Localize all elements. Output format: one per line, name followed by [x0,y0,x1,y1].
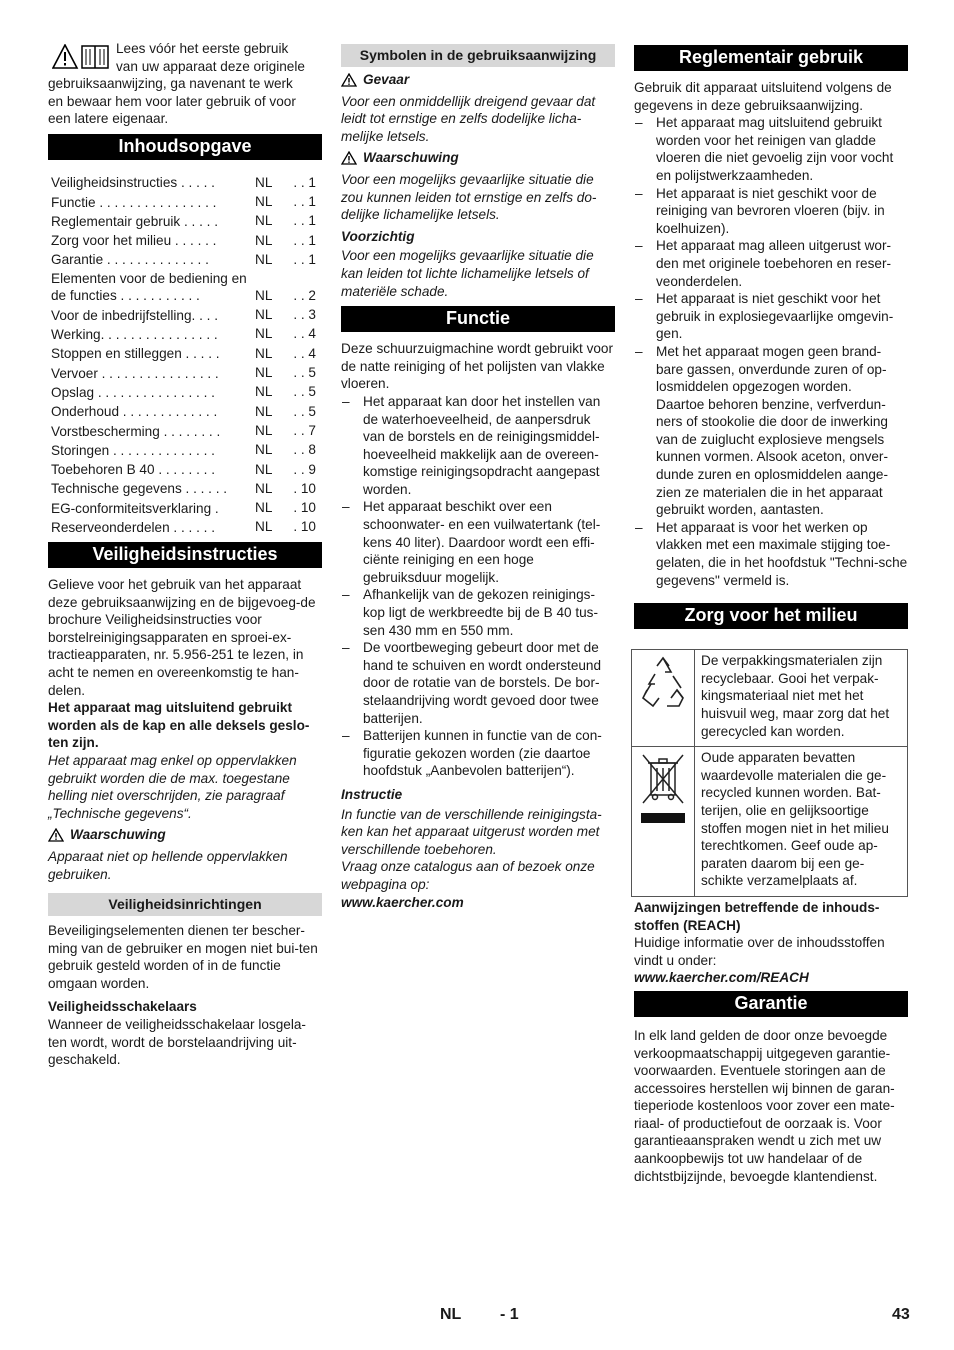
toc-language: NL [255,232,273,248]
usage-list-2 [634,519,908,589]
usage-extra: Daartoe behoren benzine, verfverdun-ners of stookolie die door de inwerking van de zuiglucht explosieve mengsels kunnen vormen. Alsook aceton, onver-dunde zuren en oplosmiddelen aange-zien ze materialen die in het apparaat gebruikt worden, aantasten. [656,396,889,518]
column-left [48,40,322,1069]
toc-title: Functie . . . . . . . . . . . . . . . . [51,194,217,210]
column-right [634,40,908,1185]
toc-row[interactable] [48,343,322,362]
toc-language: NL [255,384,273,400]
toc-title: Zorg voor het milieu . . . . . . [51,233,217,249]
intro-line-5: een latere eigenaar. [48,111,169,127]
toc-row[interactable] [48,324,322,343]
toc-page-number: . . 1 [293,174,316,190]
toc-title: Elementen voor de bediening en de functies . . . . . . . . . . . [51,271,247,304]
toc-title: EG-conformiteitsverklaring . [51,500,219,516]
danger-text: Voor een onmiddellijk dreigend gevaar dat leidt tot ernstige en zelfs dodelijke licha-melijke letsels. [341,93,596,144]
safety-warning-label: Waarschuwing [70,827,166,843]
warranty-text: In elk land gelden de door onze bevoegde verkoopmaatschappij uitgegeven garantie-voorwaarden. Eventuele storingen aan de accessoires herstellen wij binnen de garan-tieperiode kostenloos voor zover een mate-riaal- of productiefout de oorzaak is. Voor garantieaanspraken wendt u zich met uw aankoopbewijs tot uw handelaar of de dichtstbijzijnde, bevoegde klantendienst. [634,1027,895,1184]
list-item: – Afhankelijk van de gekozen reinigings-kop ligt de werkbreedte bij de B 40 tus-sen 430 mm en 550 mm. [341,586,615,639]
toc-title: Voor de inbedrijfstelling. . . . [51,307,218,323]
intro-line-3: gebruiksaanwijzing, ga navenant te werk [48,76,293,92]
table-of-contents [48,172,322,536]
warning-triangle-icon [341,151,357,165]
environment-row-recycle [632,650,907,746]
toc-title: Toebehoren B 40 . . . . . . . . [51,462,215,478]
toc-row[interactable] [48,497,322,516]
toc-row[interactable] [48,440,322,459]
safety-switch-heading: Veiligheidsschakelaars [48,999,197,1015]
toc-title: Stoppen en stilleggen . . . . . [51,346,220,362]
crossed-bin-icon [637,751,689,831]
toc-row[interactable] [48,211,322,230]
toc-page-number: . . 1 [293,193,316,209]
list-item: – Het apparaat kan door het instellen van de waterhoeveelheid, de aanpersdruk van de borstels en de reinigingsmiddel-hoeveelheid makkelijk aan de overeen-komstige reinigingsopdracht aangepast worden. [341,393,615,499]
warning-triangle-icon [48,828,64,842]
symbols-heading: Symbolen in de gebruiksaanwijzing [341,44,615,67]
danger-triangle-icon [341,73,357,87]
function-heading: Functie [341,306,615,332]
toc-language: NL [255,307,273,323]
toc-page-number: . . 3 [293,307,316,323]
toc-title: Reserveonderdelen . . . . . . [51,520,215,536]
list-item: – Het apparaat beschikt over een schoonwater- en een vuilwatertank (tel-kens 40 liter). Daardoor wordt een effi-ciënte reiniging en een hoge gebruiksduur mogelijk. [341,498,615,586]
list-item: – Batterijen kunnen in functie van de con-figuratie gekozen worden (zie daartoe hoofdstuk „Aanbevolen batterijen“). [341,727,615,780]
toc-language: NL [255,442,273,458]
recycle-text: De verpakkingsmaterialen zijn recyclebaar. Gooi het verpak-kingsmateriaal niet met het huisvuil weg, maar zorg dat het gerecycled kan worden. [701,653,890,739]
intro-notice [48,40,322,128]
safety-devices-heading: Veiligheidsinrichtingen [48,893,322,916]
instruction-text: In functie van de verschillende reinigingsta-ken kan het apparaat uitgerust worden met verschillende toebehoren. [341,806,602,857]
toc-language: NL [255,422,273,438]
caution-label: Voorzichtig [341,228,415,244]
danger-heading [341,71,615,89]
toc-page-number: . . 1 [293,213,316,229]
reach-text: Huidige informatie over de inhoudsstoffen vindt u onder: [634,935,885,968]
list-item: – Het apparaat is voor het werken op vlakken met een maximale stijging toe-gelaten, die in het hoofdstuk "Techni-sche gegevens" vermeld is. [634,519,908,589]
danger-label: Gevaar [363,72,410,87]
warning-and-manual-icons [52,44,110,70]
toc-row[interactable] [48,478,322,497]
toc-language: NL [255,519,273,535]
reach-heading: Aanwijzingen betreffende de inhouds-stoffen (REACH) [634,899,880,933]
toc-page-number: . . 5 [293,403,316,419]
toc-page-number: . . 4 [293,326,316,342]
list-item: – Met het apparaat mogen geen brand-bare gassen, onverdunde zuren of op-losmiddelen opgezogen worden. [634,343,908,396]
toc-page-number: . . 9 [293,461,316,477]
weee-text: Oude apparaten bevatten waardevolle materialen die ge-recycled kunnen worden. Bat-terijen, olie en gelijksoortige stoffen mogen niet in het milieu terechtkomen. Geef oude ap-paraten daarom bij een ge-schikte verzamelplaats af. [701,750,889,889]
toc-title: Onderhoud . . . . . . . . . . . . . [51,404,218,420]
toc-language: NL [255,193,273,209]
function-intro: Deze schuurzuigmachine wordt gebruikt voor de natte reiniging of het polijsten van vlakke vloeren. [341,341,614,392]
toc-language: NL [255,365,273,381]
environment-table [631,649,908,897]
toc-page-number: . 10 [293,519,316,535]
toc-row[interactable] [48,420,322,439]
safety-bold-note: Het apparaat mag uitsluitend gebruikt worden als de kap en alle deksels geslo-ten zijn. [48,700,310,751]
footer-language: NL [440,1306,462,1323]
toc-language: NL [255,500,273,516]
safety-devices-text: Beveiligingselementen dienen ter bescher-ming van de gebruiker en mogen niet bui-ten gebruik gesteld worden of in de functie omgaan worden. [48,923,318,991]
toc-title: Vervoer . . . . . . . . . . . . . . . . [51,365,219,381]
toc-title: Veiligheidsinstructies . . . . . [51,175,215,191]
toc-page-number: . . 1 [293,232,316,248]
toc-language: NL [255,461,273,477]
warranty-heading: Garantie [634,991,908,1017]
toc-language: NL [255,251,273,267]
toc-language: NL [255,345,273,361]
toc-page-number: . . 1 [293,251,316,267]
toc-page-number: . . 2 [293,287,316,303]
toc-language: NL [255,480,273,496]
toc-row[interactable] [48,459,322,478]
usage-intro: Gebruik dit apparaat uitsluitend volgens de gegevens in deze gebruiksaanwijzing. [634,80,892,113]
kaercher-url[interactable]: www.kaercher.com [341,894,464,910]
function-list [341,393,615,780]
usage-heading: Reglementair gebruik [634,45,908,71]
toc-page-number: . . 7 [293,422,316,438]
warning-label: Waarschuwing [363,150,459,166]
toc-title: Opslag . . . . . . . . . . . . . . . . [51,384,215,400]
toc-page-number: . 10 [293,500,316,516]
instruction-text-2: Vraag onze catalogus aan of bezoek onze webpagina op: [341,859,595,892]
safety-italic-note: Het apparaat mag enkel op oppervlakken gebruikt worden die de max. toegestane helling niet overschrijden, zie paragraaf „Technische gegevens“. [48,752,297,821]
toc-row[interactable] [48,401,322,420]
toc-page-number: . . 4 [293,345,316,361]
toc-row[interactable] [48,249,322,268]
toc-title: Garantie . . . . . . . . . . . . . . [51,252,209,268]
warning-text: Voor een mogelijks gevaarlijke situatie die zou kunnen leiden tot ernstige en zelfs do-delijke lichamelijke letsels. [341,171,597,223]
toc-row[interactable] [48,191,322,210]
intro-line-1: Lees vóór het eerste gebruik [116,41,289,56]
toc-row[interactable] [48,517,322,536]
caution-text: Voor een mogelijks gevaarlijke situatie die kan leiden tot lichte lichamelijke letsels of materiële schade. [341,248,594,299]
safety-warning-text: Apparaat niet op hellende oppervlakken gebruiken. [48,848,288,882]
intro-line-4: en bewaar hem voor later gebruik of voor [48,93,296,109]
safety-heading: Veiligheidsinstructies [48,542,322,568]
toc-title: Technische gegevens . . . . . . [51,481,228,497]
list-item: – De voortbeweging gebeurt door met de hand te schuiven en wordt ondersteund door de rotatie van de borstels. De bor-stelaandrijving wordt gevoed door twee batterijen. [341,639,615,727]
toc-title: Reglementair gebruik . . . . . [51,213,218,229]
toc-heading: Inhoudsopgave [48,134,322,160]
list-item: – Het apparaat mag alleen uitgerust wor-den met originele toebehoren en reser-veonderdelen. [634,237,908,290]
toc-page-number: . . 5 [293,365,316,381]
toc-language: NL [255,287,273,303]
toc-title: Storingen . . . . . . . . . . . . . . [51,442,215,458]
toc-page-number: . . 5 [293,384,316,400]
usage-list [634,114,908,396]
toc-row[interactable] [48,362,322,381]
toc-language: NL [255,403,273,419]
column-middle [341,40,615,911]
toc-row[interactable] [48,382,322,401]
safety-warning-heading [48,826,322,844]
toc-page-number: . 10 [293,480,316,496]
toc-title: Werking. . . . . . . . . . . . . . . . [51,327,218,343]
instruction-label: Instructie [341,786,403,802]
toc-title: Vorstbescherming . . . . . . . . [51,423,221,439]
toc-page-number: . . 8 [293,442,316,458]
toc-row[interactable] [48,304,322,323]
toc-row[interactable] [48,172,322,191]
recycle-icon [637,654,689,716]
environment-row-weee [632,746,907,896]
toc-language: NL [255,213,273,229]
toc-language: NL [255,174,273,190]
toc-row[interactable] [48,230,322,249]
environment-heading: Zorg voor het milieu [634,603,908,629]
reach-url[interactable]: www.kaercher.com/REACH [634,970,809,986]
safety-paragraph: Gelieve voor het gebruik van het apparaat deze gebruiksaanwijzing en de bijgevoeg-de brochure Veiligheidsinstructies voor borstelreinigingsapparaten en sproei-ex-tractieapparaten, nr. 5.956-251 te lezen, in acht te nemen en overeenkomstig te han-delen. [48,577,316,698]
list-item: – Het apparaat is niet geschikt voor de reiniging van bevroren vloeren (bijv. in koelhuizen). [634,185,908,238]
intro-line-2: van uw apparaat deze originele [116,58,305,74]
list-item: – Het apparaat is niet geschikt voor het gebruik in explosiegevaarlijke omgevin-gen. [634,290,908,343]
footer-section: - 1 [500,1306,519,1323]
toc-language: NL [255,326,273,342]
list-item: – Het apparaat mag uitsluitend gebruikt worden voor het reinigen van gladde vloeren die niet gevoelig zijn voor vocht en polijstwerkzaamheden. [634,114,908,184]
toc-row[interactable] [48,268,322,304]
safety-switch-text: Wanneer de veiligheidsschakelaar losgela-ten wordt, wordt de borstelaandrijving uit-geschakeld. [48,1017,306,1068]
footer-page-number: 43 [892,1306,910,1323]
warning-heading [341,149,615,167]
